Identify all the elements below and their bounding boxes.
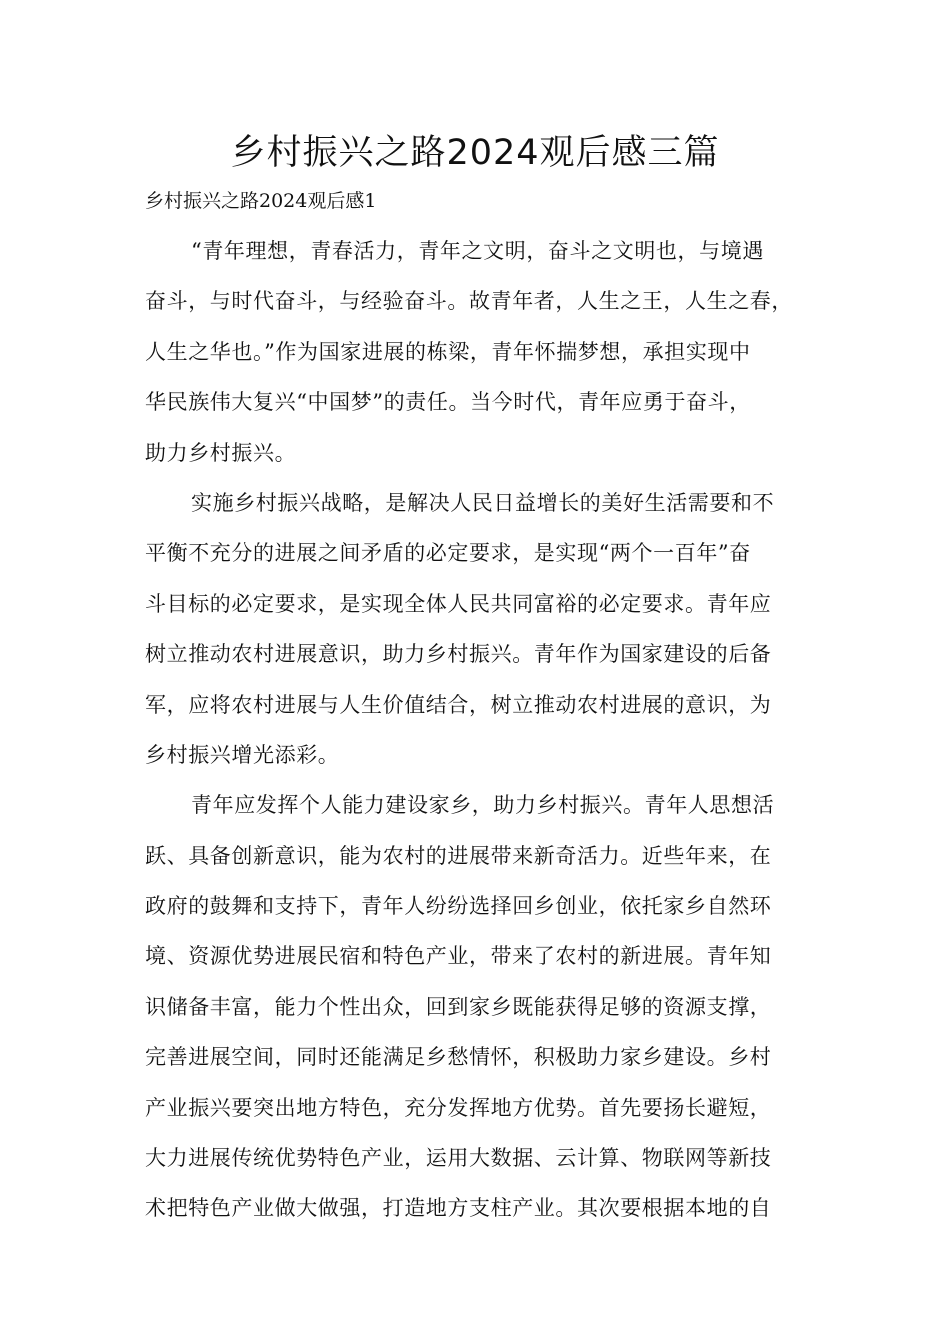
text-line: 青年应发挥个人能力建设家乡，助力乡村振兴。青年人思想活 (191, 793, 775, 818)
text-line: 术把特色产业做大做强，打造地方支柱产业。其次要根据本地的自 (145, 1196, 772, 1221)
text-line: 奋斗，与时代奋斗，与经验奋斗。故青年者，人生之王，人生之春， (145, 289, 793, 314)
paragraph-1 (145, 232, 835, 484)
text-line: 大力进展传统优势特色产业，运用大数据、云计算、物联网等新技 (145, 1146, 772, 1171)
text-line: “青年理想，青春活力，青年之文明，奋斗之文明也，与境遇 (191, 239, 764, 263)
text-line: 完善进展空间，同时还能满足乡愁情怀，积极助力家乡建设。乡村 (145, 1045, 772, 1070)
text-line: 实施乡村振兴战略，是解决人民日益增长的美好生活需要和不 (191, 490, 775, 515)
body-text (145, 232, 835, 1240)
text-line: 军，应将农村进展与人生价值结合，树立推动农村进展的意识，为 (145, 692, 772, 717)
text-line: 跃、具备创新意识，能为农村的进展带来新奇活力。近些年来，在 (145, 843, 772, 868)
text-line: 华民族伟大复兴“中国梦”的责任。当今时代，青年应勇于奋斗， (145, 390, 751, 415)
text-line: 平衡不充分的进展之间矛盾的必定要求，是实现“两个一百年”奋 (145, 541, 751, 566)
text-line: 产业振兴要突出地方特色，充分发挥地方优势。首先要扬长避短， (145, 1095, 772, 1120)
section-subtitle: 乡村振兴之路2024观后感1 (145, 190, 377, 212)
paragraph-2 (145, 484, 835, 786)
text-line: 斗目标的必定要求，是实现全体人民共同富裕的必定要求。青年应 (145, 591, 772, 616)
text-line: 树立推动农村进展意识，助力乡村振兴。青年作为国家建设的后备 (145, 642, 772, 667)
text-line: 识储备丰富，能力个性出众，回到家乡既能获得足够的资源支撑， (145, 994, 772, 1019)
text-line: 乡村振兴增光添彩。 (145, 742, 340, 767)
text-line: 政府的鼓舞和支持下，青年人纷纷选择回乡创业，依托家乡自然环 (145, 894, 772, 919)
text-line: 人生之华也。”作为国家进展的栋梁，青年怀揣梦想，承担实现中 (145, 339, 751, 364)
text-line: 境、资源优势进展民宿和特色产业，带来了农村的新进展。青年知 (145, 944, 772, 969)
text-line: 助力乡村振兴。 (145, 440, 297, 465)
page-title: 乡村振兴之路2024观后感三篇 (230, 133, 720, 173)
paragraph-3 (145, 786, 835, 1240)
